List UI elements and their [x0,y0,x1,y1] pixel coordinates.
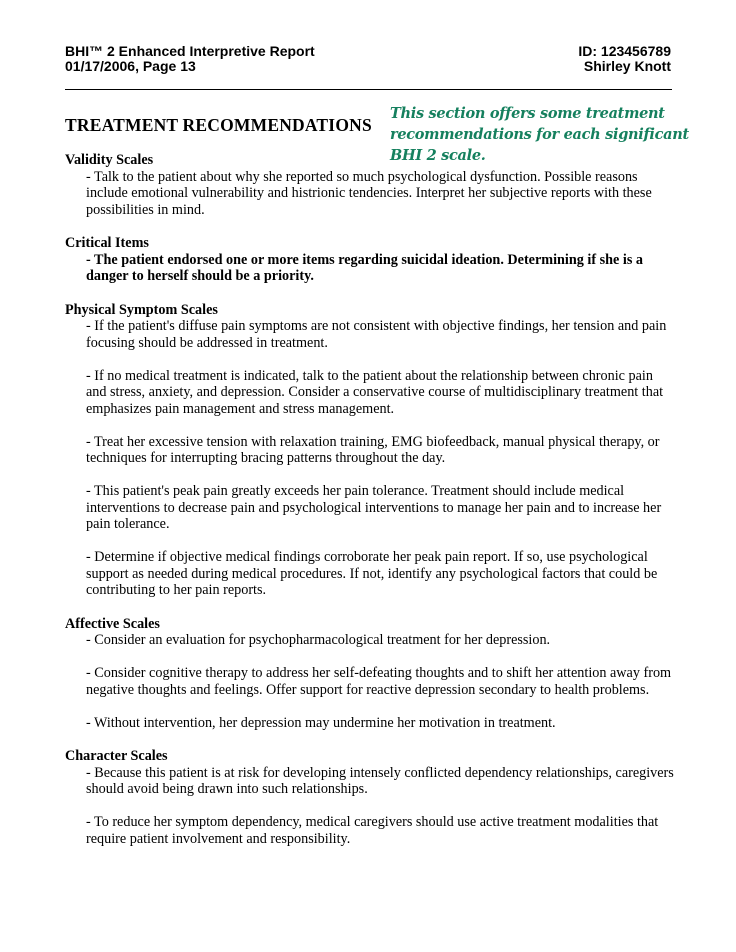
recommendations-body [65,152,675,864]
recommendation-paragraph: - The patient endorsed one or more items regarding suicidal ideation. Determining if she is a danger to herself should be a priority. [86,251,643,284]
recommendation-paragraph: - Consider an evaluation for psychopharmacological treatment for her depression. [86,632,551,648]
section-heading: Affective Scales [65,615,160,632]
recommendation-paragraph: - Without intervention, her depression may undermine her motivation in treatment. [86,714,556,731]
recommendation-paragraph: - This patient's peak pain greatly exceeds her pain tolerance. Treatment should include medical interventions to decrease pain and psychological interventions to manage her pain and to increase her pain tolerance. [86,483,662,532]
report-header-right [578,44,671,74]
report-date-page: 01/17/2006, Page 13 [65,58,196,74]
section-physical-symptom-scales [65,302,675,599]
section-heading: Validity Scales [65,152,154,168]
recommendation-paragraph: - Consider cognitive therapy to address her self-defeating thoughts and to shift her attention away from negative thoughts and feelings. Offer support for reactive depression secondary to health problems. [86,665,672,698]
header-divider [65,89,672,90]
annotation-line-2: recommendations for each significant [390,126,689,143]
recommendation-paragraph: - If no medical treatment is indicated, talk to the patient about the relationship between chronic pain and stress, anxiety, and depression. Consider a conservative course of multidisciplinary treatment that emphasizes pain management and stress management. [86,367,664,417]
annotation-line-1: This section offers some treatment [390,105,665,122]
recommendation-paragraph: - If the patient's diffuse pain symptoms are not consistent with objective findings, her tension and pain focusing should be addressed in treatment. [86,318,667,351]
recommendation-paragraph: - Determine if objective medical findings corroborate her peak pain report. If so, use psychological support as needed during medical procedures. If not, identify any psychological factors that could be contributing to her pain reports. [86,549,658,598]
section-affective-scales [65,616,675,732]
section-title: TREATMENT RECOMMENDATIONS [65,115,372,135]
patient-id: ID: 123456789 [578,43,671,59]
section-validity-scales [65,152,675,218]
section-heading: Physical Symptom Scales [65,301,218,318]
patient-name: Shirley Knott [583,58,671,74]
report-header-left [65,44,315,74]
section-heading: Critical Items [65,235,149,251]
recommendation-paragraph: - Talk to the patient about why she reported so much psychological dysfunction. Possible reasons include emotional vulnerability and histrionic tendencies. Interpret her subjective reports with these possibilities in mind. [86,168,652,218]
recommendation-paragraph: - Because this patient is at risk for developing intensely conflicted dependency relationships, caregivers should avoid being drawn into such relationships. [86,764,674,797]
recommendation-paragraph: - Treat her excessive tension with relaxation training, EMG biofeedback, manual physical therapy, or techniques for interrupting bracing patterns throughout the day. [86,433,660,466]
section-critical-items [65,235,675,285]
report-title-line: BHI™ 2 Enhanced Interpretive Report [65,43,315,59]
section-character-scales [65,748,675,847]
section-heading: Character Scales [65,748,168,764]
annotation-line-3: BHI 2 scale. [390,147,486,164]
recommendation-paragraph: - To reduce her symptom dependency, medical caregivers should use active treatment modalities that require patient involvement and responsibility. [86,814,659,847]
